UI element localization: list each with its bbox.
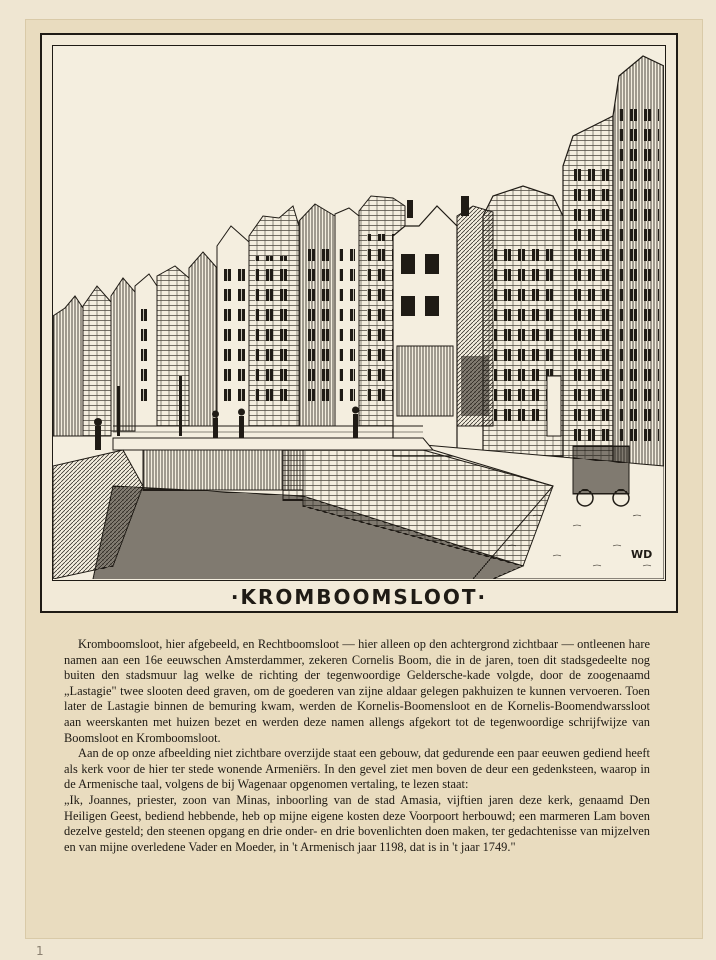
figure-title: ·KROMBOOMSLOOT· [230, 585, 488, 609]
illustration-frame [40, 33, 678, 613]
canal-engraving [52, 45, 666, 581]
article-text [64, 637, 650, 855]
artist-monogram: WD [631, 548, 653, 561]
paragraph-2: Aan de op onze afbeelding niet zichtbare overzijde staat een gebouw, dat gedurende een paar eeuwen gediend heeft als kerk voor de hier ter stede wonende Armeniërs. In den gevel ziet men boven de deur een gedenksteen, waarop in de Armenische taal, volgens de bij Wagenaar opgenomen vertaling, te lezen staat: [64, 746, 650, 792]
margin-mark: 1 [36, 944, 44, 958]
corner-house [393, 206, 493, 456]
paragraph-1: Kromboomsloot, hier afgebeeld, en Rechtboomsloot — hier alleen op den achtergrond zichtbaar — ontleenen hare namen aan een 16e eeuwschen Amsterdammer, zekeren Cornelis Boom, die in de jaren, toen dit stadsgedeelte nog buiten den stadsmuur lag welke de richting der tegenwoordige Geldersche-kade volgde, door de zoogenaamd „Lastagie" twee slooten deed graven, om de goederen van zijne aldaar gelegen pakhuizen te kunnen vervoeren. Toen later de Lastagie binnen de bemuring kwam, werden de Kornelis-Boomensloot en de Kornelis-Boomendwarssloot aan weerskanten met huizen bezet en werden deze namen allengs afgekort tot de tegenwoordige schrijfwijze van Boomsloot en Kromboomsloot. [64, 637, 650, 745]
quotation: „Ik, Joannes, priester, zoon van Minas, inboorling van de stad Amasia, vijftien jaren deze kerk, genaamd Den Heiligen Geest, bediend hebbende, heb op mijne eigene kosten deze Voorpoort herbouwd; een marmeren Lam boven dezelve gesteld; den steenen opgang en drie onder- en drie bovenlichten doen maken, ter gedachtenisse van mijzelven en van mijne overledene Vader en Moeder, in 't Armenisch jaar 1198, dat is in 't jaar 1749." [64, 792, 650, 854]
canal-scene-drawing [53, 46, 664, 579]
